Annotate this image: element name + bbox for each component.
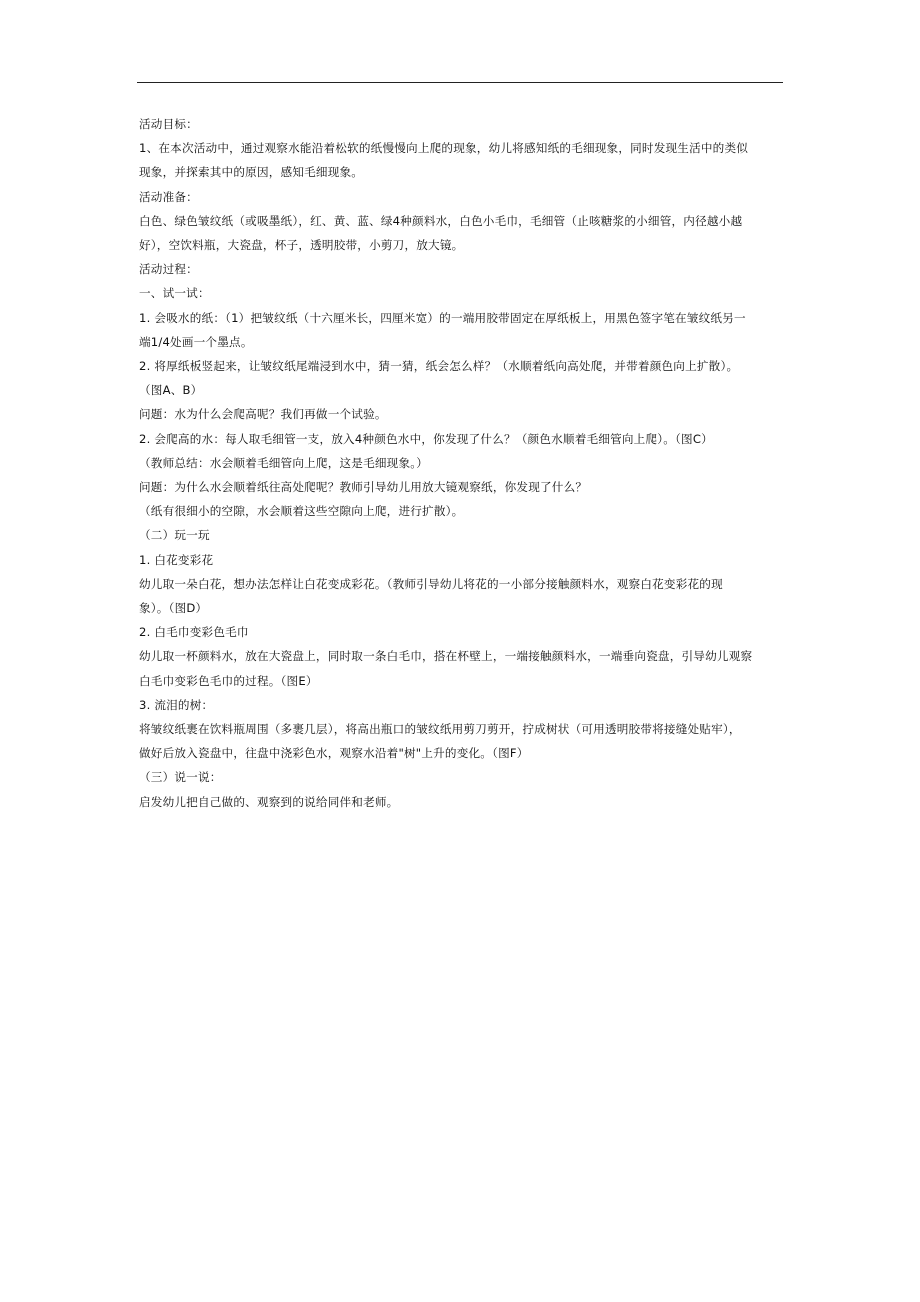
body-line: 白色、绿色皱纹纸（或吸墨纸），红、黄、蓝、绿4种颜料水，白色小毛巾，毛细管（止咳糖浆的小细管，内径越小越	[139, 213, 743, 228]
subsection-heading-try: 一、试一试：	[139, 286, 210, 301]
body-line: 现象，并探索其中的原因，感知毛细现象。	[139, 165, 364, 180]
body-line: 端1/4处画一个墨点。	[139, 334, 253, 349]
body-line: 幼儿取一朵白花，想办法怎样让白花变成彩花。（教师引导幼儿将花的一小部分接触颜料水，观察白花变彩花的现	[139, 576, 723, 591]
subsection-heading-play: （二）玩一玩	[139, 528, 210, 543]
body-line: 做好后放入瓷盘中，往盘中浇彩色水，观察水沿着"树"上升的变化。（图F）	[139, 746, 529, 761]
body-line: 1. 会吸水的纸：（1）把皱纹纸（十六厘米长，四厘米宽）的一端用胶带固定在厚纸板上，用黑色签字笔在皱纹纸另一	[139, 310, 746, 325]
body-line: 1、在本次活动中，通过观察水能沿着松软的纸慢慢向上爬的现象，幼儿将感知纸的毛细现象，同时发现生活中的类似	[139, 141, 749, 156]
body-line: 2. 将厚纸板竖起来，让皱纹纸尾端浸到水中，猜一猜，纸会怎么样？（水顺着纸向高处爬，并带着颜色向上扩散）。	[139, 359, 739, 374]
question-line: 问题：水为什么会爬高呢？我们再做一个试验。	[139, 407, 387, 422]
header-rule	[137, 82, 783, 83]
section-heading-process: 活动过程：	[139, 262, 198, 277]
document-body	[139, 112, 791, 814]
question-line: 问题：为什么水会顺着纸往高处爬呢？教师引导幼儿用放大镜观察纸，你发现了什么？	[139, 480, 588, 495]
body-line: 将皱纹纸裹在饮料瓶周围（多裹几层），将高出瓶口的皱纹纸用剪刀剪开，拧成树状（可用透明胶带将接缝处贴牢），	[139, 722, 741, 737]
teacher-summary: （教师总结：水会顺着毛细管向上爬，这是毛细现象。）	[139, 455, 429, 470]
body-line: 幼儿取一杯颜料水，放在大瓷盘上，同时取一条白毛巾，搭在杯壁上，一端接触颜料水，一端垂向瓷盘，引导幼儿观察	[139, 649, 753, 664]
item-heading: 2. 白毛巾变彩色毛巾	[139, 625, 249, 640]
item-heading: 1. 白花变彩花	[139, 552, 214, 567]
body-line: 白毛巾变彩色毛巾的过程。（图E）	[139, 673, 318, 688]
figure-reference: （图A、B）	[139, 383, 203, 398]
body-line: （纸有很细小的空隙，水会顺着这些空隙向上爬，进行扩散）。	[139, 504, 464, 519]
body-line: 好），空饮料瓶，大瓷盘，杯子，透明胶带，小剪刀，放大镜。	[139, 238, 464, 253]
subsection-heading-talk: （三）说一说：	[139, 770, 222, 785]
body-line: 启发幼儿把自己做的、观察到的说给同伴和老师。	[139, 794, 399, 809]
body-line: 象）。（图D）	[139, 601, 208, 616]
body-line: 2. 会爬高的水：每人取毛细管一支，放入4种颜色水中，你发现了什么？（颜色水顺着毛细管向上爬）。（图C）	[139, 431, 713, 446]
section-heading-objectives: 活动目标：	[139, 117, 198, 131]
item-heading: 3. 流泪的树：	[139, 697, 214, 712]
section-heading-preparation: 活动准备：	[139, 189, 198, 204]
